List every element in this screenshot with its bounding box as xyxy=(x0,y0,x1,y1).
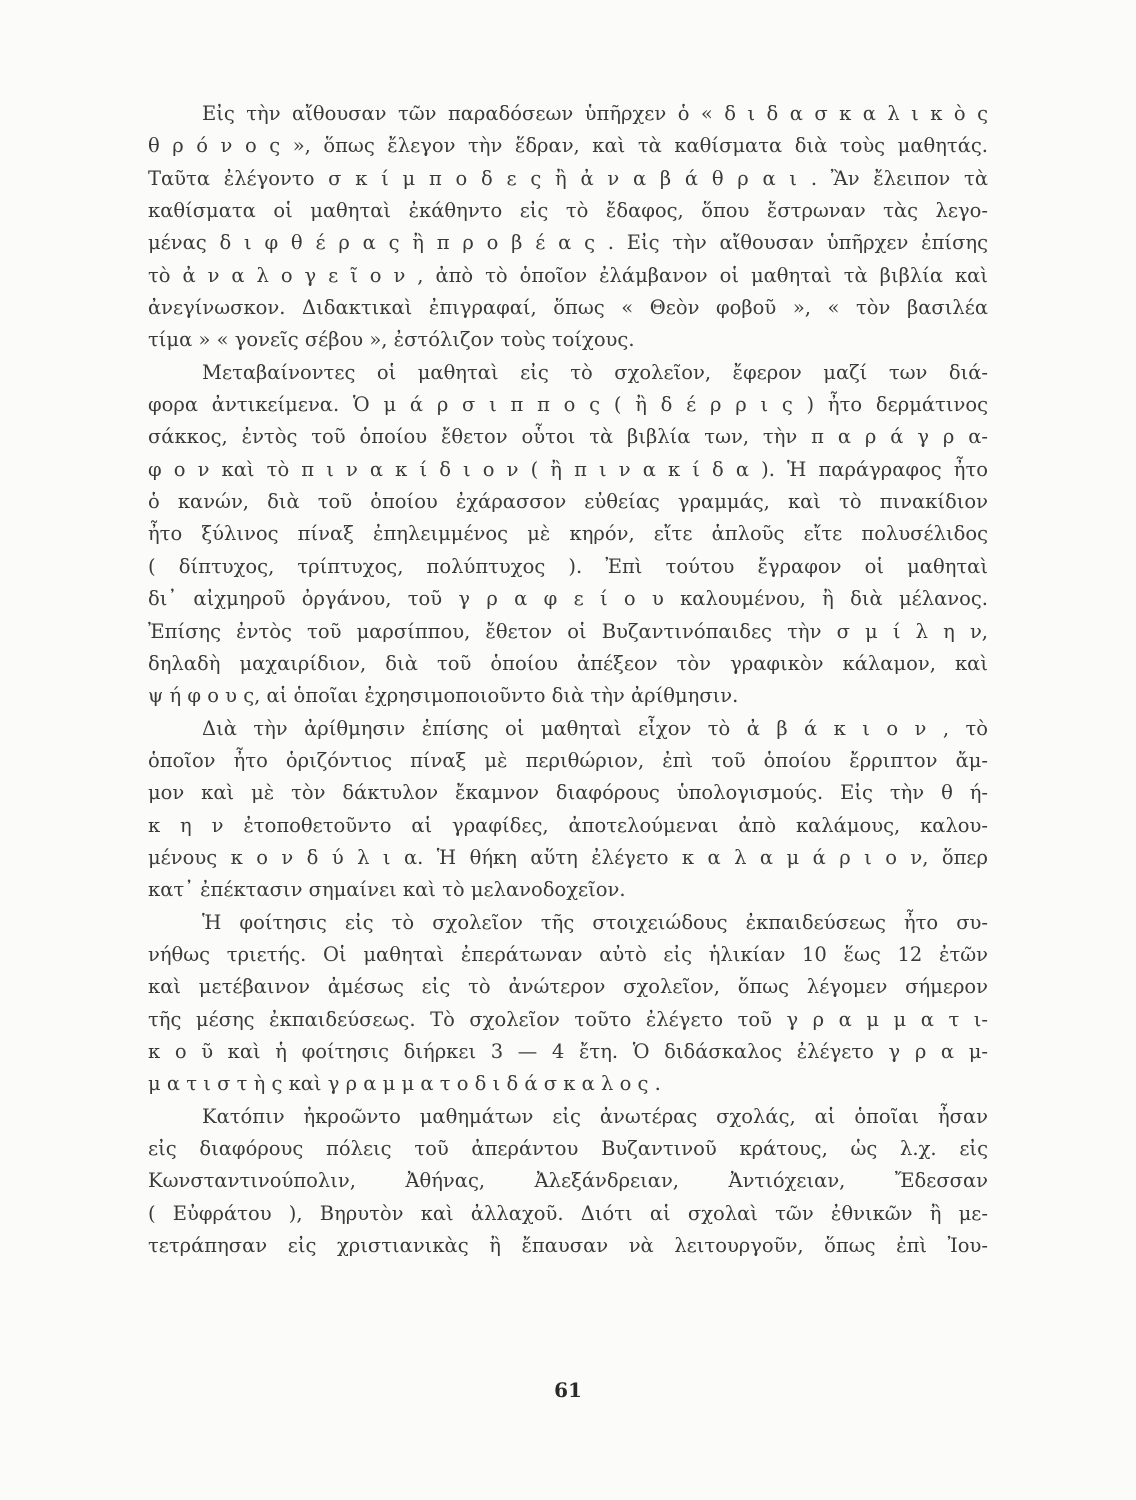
text-line-7: ἀνεγίνωσκον. Διδακτικαὶ ἐπιγραφαί, ὅπως « Θεὸν φοβοῦ », « τὸν βασιλέα xyxy=(148,296,988,320)
text-line-8: τίμα » « γονεῖς σέβου », ἐστόλιζον τοὺς τοίχους. xyxy=(148,328,635,352)
text-line-23: κ η ν ἐτοποθετοῦντο αἱ γραφίδες, ἀποτελούμεναι ἀπὸ καλάμους, καλου- xyxy=(148,813,988,837)
text-line-1: Εἰς τὴν αἴθουσαν τῶν παραδόσεων ὑπῆρχεν ὁ « δ ι δ α σ κ α λ ι κ ὸ ς xyxy=(202,102,988,125)
text-line-12: φ ο ν καὶ τὸ π ι ν α κ ί δ ι ο ν ( ἢ π ι ν α κ ί δ α ). Ἡ παράγραφος ἦτο xyxy=(148,457,988,481)
text-line-16: δι᾽ αἰχμηροῦ ὀργάνου, τοῦ γ ρ α φ ε ί ο υ καλουμένου, ἢ διὰ μέλανος. xyxy=(148,587,988,611)
text-line-34: Κωνσταντινούπολιν, Ἀθήνας, Ἀλεξάνδρειαν, Ἀντιόχειαν, Ἔδεσσαν xyxy=(148,1169,988,1193)
text-line-35: ( Εὐφράτου ), Βηρυτὸν καὶ ἀλλαχοῦ. Διότι αἱ σχολαὶ τῶν ἐθνικῶν ἢ με- xyxy=(148,1201,988,1225)
text-line-17: Ἐπίσης ἐντὸς τοῦ μαρσίππου, ἔθετον οἱ Βυζαντινόπαιδες τὴν σ μ ί λ η ν, xyxy=(148,619,988,643)
body-text xyxy=(148,98,988,1262)
text-line-27: νήθως τριετής. Οἱ μαθηταὶ ἐπεράτωναν αὐτὸ εἰς ἡλικίαν 10 ἕως 12 ἐτῶν xyxy=(148,942,988,966)
text-line-19: ψ ή φ ο υ ς, αἱ ὁποῖαι ἐχρησιμοποιοῦντο διὰ τὴν ἀρίθμησιν. xyxy=(148,684,739,708)
text-line-11: σάκκος, ἐντὸς τοῦ ὁποίου ἔθετον οὗτοι τὰ βιβλία των, τὴν π α ρ ά γ ρ α- xyxy=(148,425,988,449)
text-line-36: τετράπησαν εἰς χριστιανικὰς ἢ ἔπαυσαν νὰ λειτουργοῦν, ὅπως ἐπὶ Ἰου- xyxy=(148,1234,988,1258)
text-line-33: εἰς διαφόρους πόλεις τοῦ ἀπεράντου Βυζαντινοῦ κράτους, ὡς λ.χ. εἰς xyxy=(148,1137,988,1160)
text-line-21: ὁποῖον ἦτο ὁριζόντιος πίναξ μὲ περιθώριον, ἐπὶ τοῦ ὁποίου ἔρριπτον ἄμ- xyxy=(148,748,988,772)
text-line-14: ἦτο ξύλινος πίναξ ἐπηλειμμένος μὲ κηρόν, εἴτε ἁπλοῦς εἴτε πολυσέλιδος xyxy=(148,522,988,546)
text-line-5: μένας δ ι φ θ έ ρ α ς ἢ π ρ ο β έ α ς . Εἰς τὴν αἴθουσαν ὑπῆρχεν ἐπίσης xyxy=(148,231,988,255)
text-line-9: Μεταβαίνοντες οἱ μαθηταὶ εἰς τὸ σχολεῖον, ἔφερον μαζί των διά- xyxy=(202,360,988,384)
page-number: 61 xyxy=(554,1378,582,1402)
text-line-28: καὶ μετέβαινον ἀμέσως εἰς τὸ ἀνώτερον σχολεῖον, ὅπως λέγομεν σήμερον xyxy=(148,975,988,999)
text-line-4: καθίσματα οἱ μαθηταὶ ἐκάθηντο εἰς τὸ ἔδαφος, ὅπου ἔστρωναν τὰς λεγο- xyxy=(148,199,988,223)
text-line-20: Διὰ τὴν ἀρίθμησιν ἐπίσης οἱ μαθηταὶ εἶχον τὸ ἀ β ά κ ι ο ν , τὸ xyxy=(202,716,988,740)
text-line-29: τῆς μέσης ἐκπαιδεύσεως. Τὸ σχολεῖον τοῦτο ἐλέγετο τοῦ γ ρ α μ μ α τ ι- xyxy=(148,1007,988,1031)
text-line-6: τὸ ἀ ν α λ ο γ ε ῖ ο ν , ἀπὸ τὸ ὁποῖον ἐλάμβανον οἱ μαθηταὶ τὰ βιβλία καὶ xyxy=(148,263,988,287)
text-line-15: ( δίπτυχος, τρίπτυχος, πολύπτυχος ). Ἐπὶ τούτου ἔγραφον οἱ μαθηταὶ xyxy=(148,554,988,578)
text-line-26: Ἡ φοίτησις εἰς τὸ σχολεῖον τῆς στοιχειώδους ἐκπαιδεύσεως ἦτο συ- xyxy=(202,910,988,934)
text-line-30: κ ο ῦ καὶ ἡ φοίτησις διήρκει 3 — 4 ἔτη. Ὁ διδάσκαλος ἐλέγετο γ ρ α μ- xyxy=(148,1039,988,1063)
text-line-22: μον καὶ μὲ τὸν δάκτυλον ἔκαμνον διαφόρους ὑπολογισμούς. Εἰς τὴν θ ή- xyxy=(148,781,988,805)
text-line-3: Ταῦτα ἐλέγοντο σ κ ί μ π ο δ ε ς ἢ ἀ ν α β ά θ ρ α ι . Ἂν ἔλειπον τὰ xyxy=(148,166,988,190)
text-line-24: μένους κ ο ν δ ύ λ ι α. Ἡ θήκη αὕτη ἐλέγετο κ α λ α μ ά ρ ι ο ν, ὅπερ xyxy=(148,845,988,869)
text-line-2: θ ρ ό ν ο ς », ὅπως ἔλεγον τὴν ἕδραν, καὶ τὰ καθίσματα διὰ τοὺς μαθητάς. xyxy=(148,134,988,158)
text-line-10: φορα ἀντικείμενα. Ὁ μ ά ρ σ ι π π ο ς ( ἢ δ έ ρ ρ ι ς ) ἦτο δερμάτινος xyxy=(148,393,988,417)
text-line-13: ὁ κανών, διὰ τοῦ ὁποίου ἐχάρασσον εὐθείας γραμμάς, καὶ τὸ πινακίδιον xyxy=(148,490,988,514)
text-line-32: Κατόπιν ἠκροῶντο μαθημάτων εἰς ἀνωτέρας σχολάς, αἱ ὁποῖαι ἦσαν xyxy=(202,1104,988,1128)
text-line-25: κατ᾽ ἐπέκτασιν σημαίνει καὶ τὸ μελανοδοχεῖον. xyxy=(148,878,626,902)
text-line-31: μ α τ ι σ τ ὴ ς καὶ γ ρ α μ μ α τ ο δ ι δ ά σ κ α λ ο ς . xyxy=(148,1072,661,1096)
text-line-18: δηλαδὴ μαχαιρίδιον, διὰ τοῦ ὁποίου ἀπέξεον τὸν γραφικὸν κάλαμον, καὶ xyxy=(148,651,988,675)
